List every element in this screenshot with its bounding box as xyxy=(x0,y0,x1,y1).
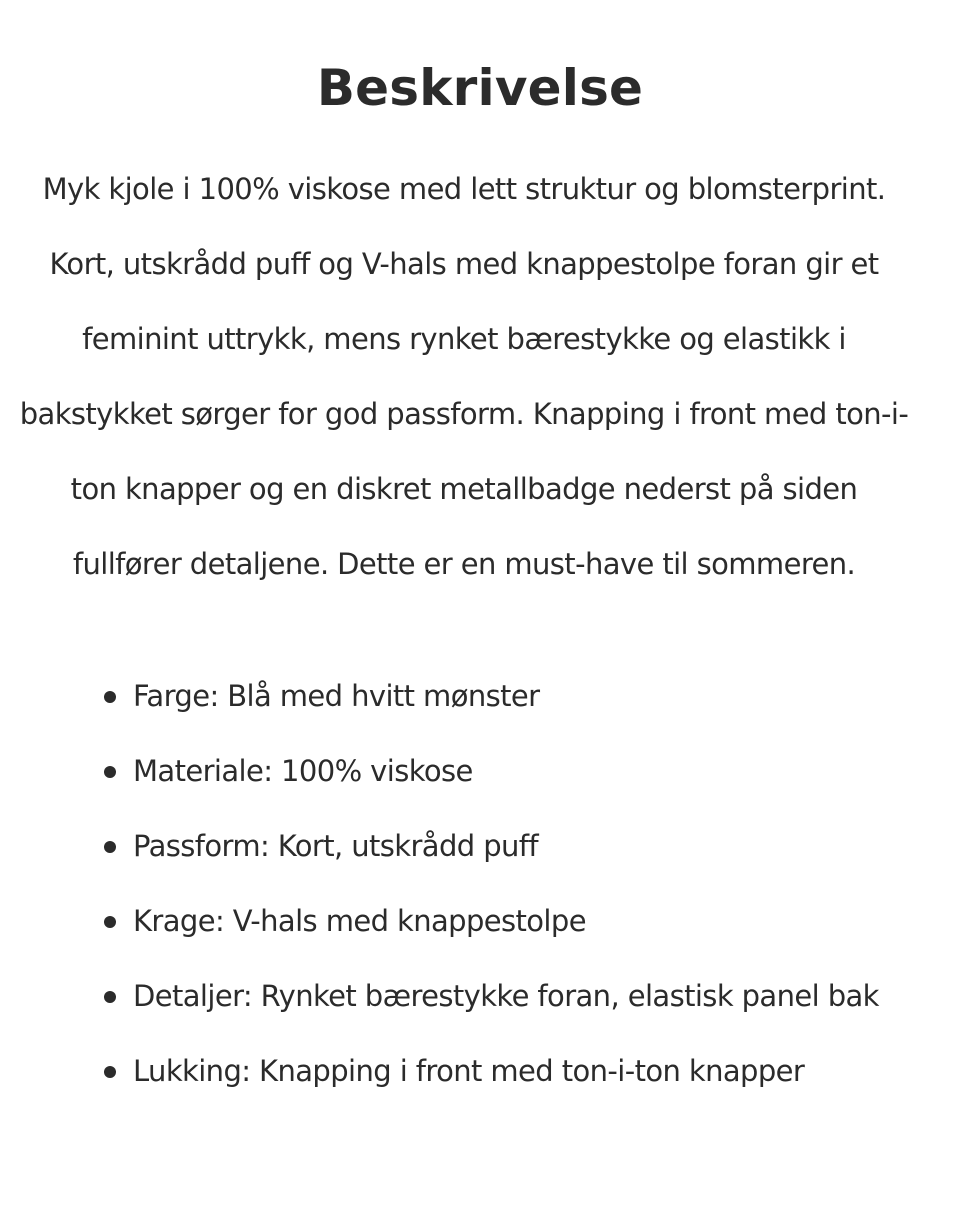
spec-item-closure xyxy=(100,1034,920,1109)
bullet-icon xyxy=(104,991,116,1003)
bullet-icon xyxy=(104,916,116,928)
product-specs-list xyxy=(100,659,920,1109)
spec-item-text: Krage: V-hals med knappestolpe xyxy=(133,904,586,938)
spec-item-fit xyxy=(100,809,920,884)
spec-item-text: Farge: Blå med hvitt mønster xyxy=(133,679,540,713)
spec-item-text: Lukking: Knapping i front med ton-i-ton knapper xyxy=(133,1054,805,1088)
bullet-icon xyxy=(104,841,116,853)
bullet-icon xyxy=(104,691,116,703)
bullet-icon xyxy=(104,766,116,778)
spec-item-text: Passform: Kort, utskrådd puff xyxy=(133,829,539,863)
spec-item-color xyxy=(100,659,920,734)
bullet-icon xyxy=(104,1066,116,1078)
spec-item-text: Materiale: 100% viskose xyxy=(133,754,473,788)
spec-item-details xyxy=(100,959,920,1034)
spec-item-text: Detaljer: Rynket bærestykke foran, elastisk panel bak xyxy=(133,979,879,1013)
section-title: Beskrivelse xyxy=(316,59,644,117)
spec-item-collar xyxy=(100,884,920,959)
product-description-text: Myk kjole i 100% viskose med lett struktur og blomsterprint. Kort, utskrådd puff og V-hals med knappestolpe foran gir et feminint uttrykk, mens rynket bærestykke og elastikk i bakstykket sørger for god passform. Knapping i front med ton-i-ton knapper og en diskret metallbadge nederst på siden fullfører detaljene. Dette er en must-have til sommeren. xyxy=(19,172,909,581)
spec-item-material xyxy=(100,734,920,809)
